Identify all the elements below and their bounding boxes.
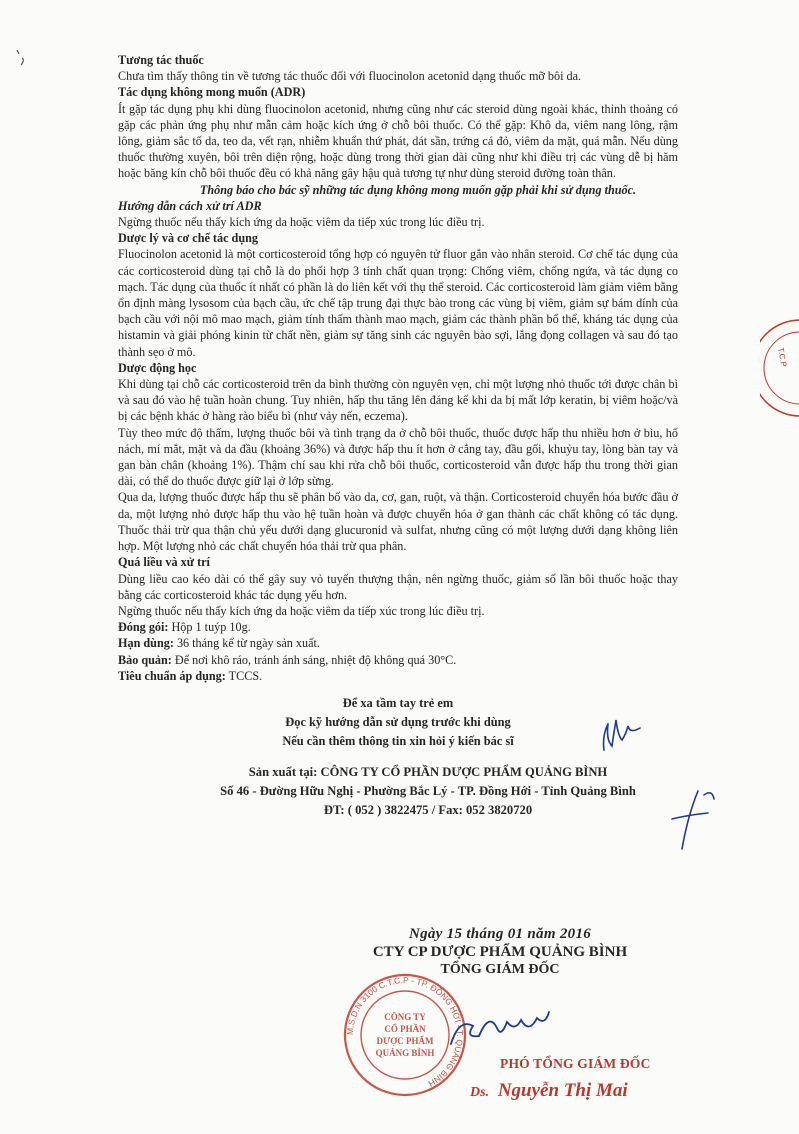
manufacturer-phone: ĐT: ( 052 ) 3822475 / Fax: 052 3820720 (323, 802, 533, 817)
spec-label: Hạn dùng: (118, 636, 174, 651)
svg-text:T.C.P: T.C.P (776, 346, 789, 368)
overdose-paragraph: Ngừng thuốc nếu thấy kích ứng da hoặc viêm da tiếp xúc trong lúc điều trị. (118, 603, 485, 618)
initials-signature (596, 706, 646, 756)
adr-text: Ít gặp tác dụng phụ khi dùng fluocinolon acetonid, nhưng cũng như các steroid dùng ngoài khác, thỉnh thoảng có gặp các phản ứng phụ như mẫn cảm hoặc kích ứng ở chỗ bôi thuốc. Có thể gặp: Khô da, viêm nang lông, rậm lông, giảm sắc tố da, teo da, vết rạn, nhiễm khuẩn thứ phát, dát sần, trứng cá đỏ, viêm da mặt, quá mẫn. Nếu dùng thuốc thường xuyên, bôi trên diện rộng, hoặc dùng trong thời gian dài cũng như khi điều trị các vùng dễ bị hăm hoặc băng kín chỗ bôi thuốc đều có khả năng gây hậu quả tương tự như dùng steroid đường toàn thân. (118, 101, 678, 181)
deputy-title: PHÓ TỔNG GIÁM ĐỐC (500, 1056, 651, 1071)
heading-adr-handling: Hướng dẫn cách xử trí ADR (118, 198, 262, 213)
manufacturer-name: Sản xuất tại: CÔNG TY CỔ PHẦN DƯỢC PHẨM QUẢNG BÌNH (248, 764, 608, 779)
pharmacokinetics-paragraph: Khi dùng tại chỗ các corticosteroid trên da bình thường còn nguyên vẹn, chỉ một lượng nhỏ thuốc tới được chân bì và sau đó vào hệ tuần hoàn chung. Tuy nhiên, hấp thu tăng lên đáng kể khi da bị mất lớp keratin, bị viêm hoặc/và bị các bệnh khác ở hàng rào biểu bì (như vảy nến, eczema). (118, 377, 678, 424)
spec-value: TCCS. (228, 668, 263, 683)
spec-packaging (118, 619, 678, 635)
seal-center-line: CỔ PHẦN (384, 1024, 426, 1034)
warning-line: Nếu cần thêm thông tin xin hỏi ý kiến bác sĩ (282, 733, 514, 748)
spec-value: Hộp 1 tuýp 10g. (171, 620, 251, 635)
edge-stamp-fragment (760, 318, 799, 418)
corner-mark (14, 48, 28, 68)
pharmacokinetics-paragraph: Tùy theo mức độ thấm, lượng thuốc bôi và tình trạng da ở chỗ bôi thuốc, thuốc được hấp thu nhiều hơn ở bìu, hố nách, mí mắt, mặt và da đầu (khoảng 36%) và được hấp thu ít hơn ở cẳng tay, đầu gối, khuỷu tay, lòng bàn tay và gan bàn chân (khoảng 1%). Thậm chí sau khi rửa chỗ bôi thuốc, corticosteroid vẫn được hấp thu trong thời gian dài, có thể do thuốc được giữ lại ở lớp sừng. (118, 425, 678, 489)
document-body (118, 52, 678, 820)
spec-standard (118, 668, 678, 684)
spec-label: Tiêu chuẩn áp dụng: (118, 668, 226, 683)
signer-prefix: Ds. (470, 1085, 490, 1100)
heading-pharmacokinetics: Dược động học (118, 360, 197, 375)
pharmacology-text: Fluocinolon acetonid là một corticosteroid tổng hợp có nguyên tử fluor gắn vào nhân steroid. Cơ chế tác dụng của các corticosteroid dùng tại chỗ là do phối hợp 3 tính chất quan trọng: Chống viêm, chống ngứa, và tác dụng co mạch. Tác dụng của thuốc ít nhất có phần là do liên kết với thụ thể steroid. Các corticosteroid làm giảm viêm bằng ổn định màng lysosom của bạch cầu, ức chế tập trung đại thực bào trong các vùng bị viêm, giảm sự bám dính của bạch cầu với nội mô mao mạch, giảm tính thấm thành mao mạch, giảm các thành phần bổ thể, kháng tác dụng của histamin và giải phóng kinin từ chất nền, giảm sự tăng sinh các nguyên bào sợi, lắng đọng collagen và sau đó tạo thành sẹo ở mô. (118, 247, 678, 359)
seal-center-line: CÔNG TY (384, 1012, 426, 1022)
signer-full-name: Nguyễn Thị Mai (497, 1080, 628, 1101)
heading-interactions: Tương tác thuốc (118, 53, 204, 67)
adr-handling-text: Ngừng thuốc nếu thấy kích ứng da hoặc viêm da tiếp xúc trong lúc điều trị. (118, 215, 485, 230)
seal-center-line: QUẢNG BÌNH (375, 1048, 435, 1058)
manufacturer-address: Số 46 - Đường Hữu Nghị - Phường Bắc Lý - TP. Đồng Hới - Tỉnh Quảng Bình (220, 783, 636, 798)
warning-block (118, 694, 678, 751)
initials-signature (668, 785, 718, 855)
heading-overdose: Quá liều và xử trí (118, 555, 210, 570)
sign-title: TỔNG GIÁM ĐỐC (440, 962, 560, 977)
spec-value: 36 tháng kể từ ngày sản xuất. (176, 636, 320, 651)
spec-storage (118, 652, 678, 668)
heading-pharmacology: Dược lý và cơ chế tác dụng (118, 231, 258, 246)
spec-label: Đóng gói: (118, 620, 169, 635)
spec-value: Để nơi khô ráo, tránh ánh sáng, nhiệt độ không quá 30°C. (174, 652, 457, 667)
sign-date: Ngày 15 tháng 01 năm 2016 (408, 926, 592, 942)
warning-line: Để xa tầm tay trẻ em (342, 695, 454, 710)
pharmacokinetics-paragraph: Qua da, lượng thuốc được hấp thu sẽ phân bố vào da, cơ, gan, ruột, và thận. Corticosteroid chuyển hóa bước đầu ở da, một lượng nhỏ được hấp thu vào hệ tuần hoàn và được chuyển hóa ở gan thành các chất không có tác dụng. Thuốc thải trừ qua thận chủ yếu dưới dạng glucuronid và sulfat, nhưng cũng có một lượng dưới dạng không liên hợp. Một lượng nhỏ các chất chuyển hóa thải trừ qua phân. (118, 490, 678, 554)
seal-ring-text: M.S.D.N 3100 C.T.C.P - TP. ĐỒNG HỚI - T. QUẢNG BÌNH (344, 974, 466, 1089)
overdose-paragraph: Dùng liều cao kéo dài có thể gây suy vỏ tuyến thượng thận, nên ngừng thuốc, giảm số lần bôi thuốc hoặc thay bằng các corticosteroid khác tác dụng yếu hơn. (118, 571, 678, 602)
warning-line: Đọc kỹ hướng dẫn sử dụng trước khi dùng (285, 714, 511, 729)
spec-label: Bảo quản: (118, 652, 172, 667)
director-signature (445, 998, 555, 1058)
manufacturer-block (118, 763, 678, 820)
adr-notice: Thông báo cho bác sỹ những tác dụng không mong muốn gặp phải khi sử dụng thuốc. (199, 182, 637, 197)
spec-shelf-life (118, 635, 678, 651)
interactions-text: Chưa tìm thấy thông tin về tương tác thuốc đối với fluocinolon acetonid dạng thuốc mỡ bôi da. (118, 69, 582, 84)
signer-name (470, 1080, 628, 1102)
seal-center-line: DƯỢC PHẨM (376, 1036, 434, 1046)
sign-company: CTY CP DƯỢC PHẨM QUẢNG BÌNH (372, 944, 628, 960)
heading-adr: Tác dụng không mong muốn (ADR) (118, 85, 306, 100)
